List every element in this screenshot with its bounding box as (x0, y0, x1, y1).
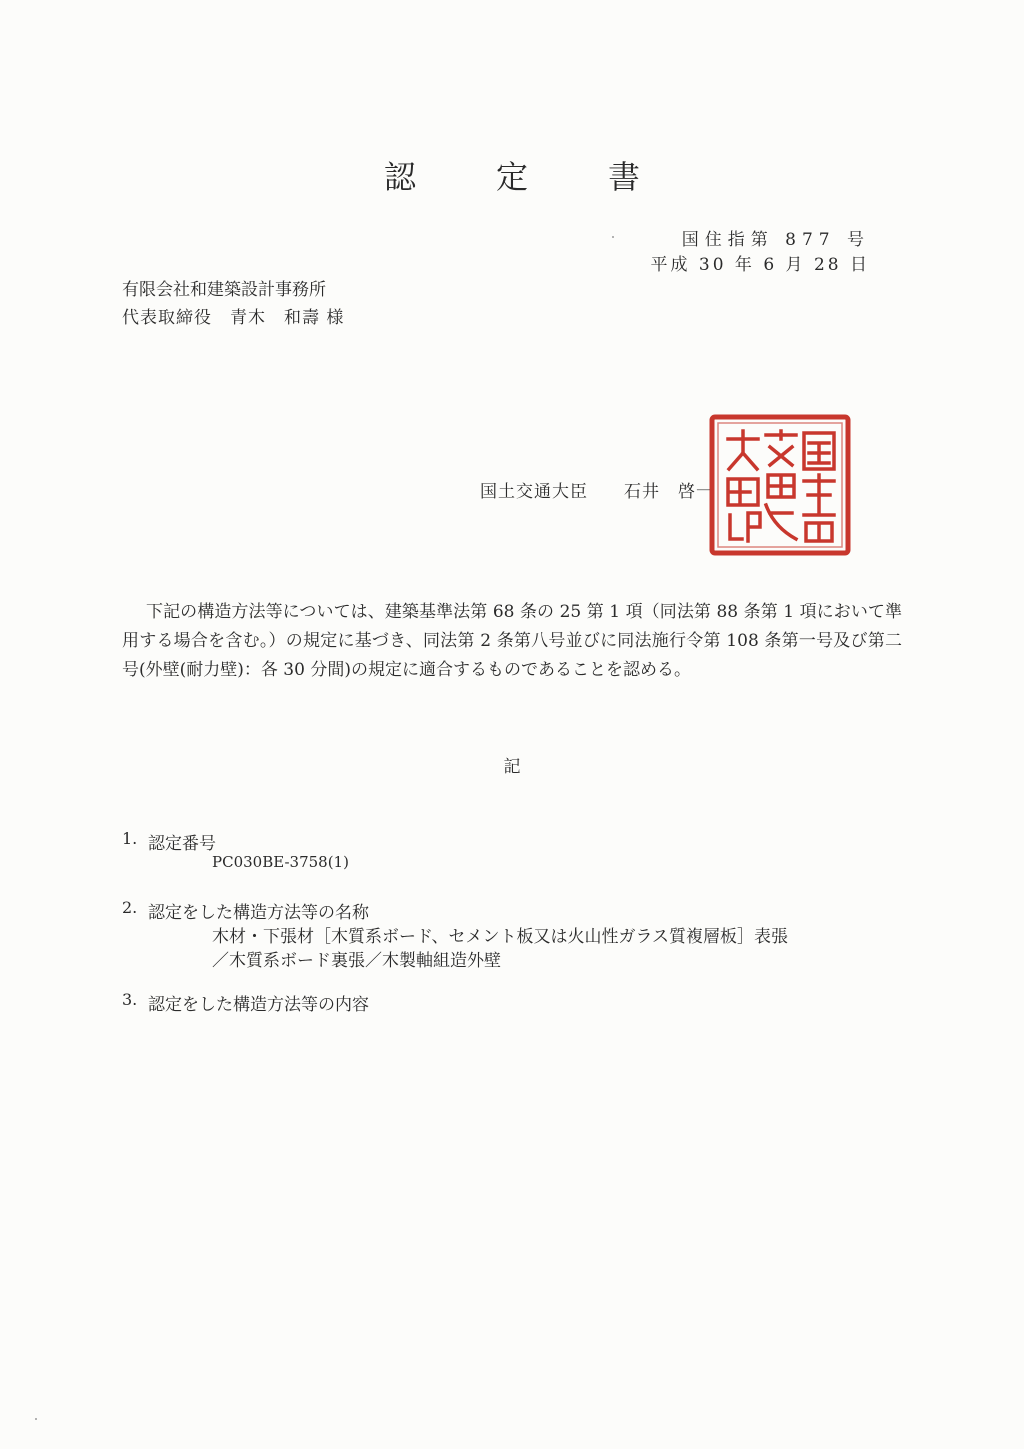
document-date: 平成 30 年 6 月 28 日 (650, 255, 870, 275)
structure-name-line-1: 木材・下張材［木質系ボード、セメント板又は火山性ガラス質複層板］表張 (212, 927, 788, 947)
item-1-number: 1. (122, 829, 138, 848)
certification-statement: 下記の構造方法等については、建築基準法第 68 条の 25 第 1 項（同法第 88 条第 1 項において準用する場合を含む。）の規定に基づき、同法第 2 条第八号並びに同法施行令第 108 条第一号及び第二号(外壁(耐力壁)：各 30 分間)の規定に適合するものであることを認める。 (122, 602, 902, 680)
scan-speck (612, 236, 614, 238)
approval-number: PC030BE-3758(1) (212, 853, 349, 871)
item-3-number: 3. (122, 990, 138, 1009)
recipient-person: 代表取締役 青木 和壽 様 (122, 308, 345, 328)
item-2-number: 2. (122, 898, 138, 917)
item-3-label: 認定をした構造方法等の内容 (148, 995, 369, 1015)
official-seal-icon (708, 413, 852, 557)
ki-heading: 記 (503, 757, 521, 777)
structure-name-line-2: ／木質系ボード裏張／木製軸組造外壁 (212, 951, 501, 971)
item-2-label: 認定をした構造方法等の名称 (148, 903, 369, 923)
document-title: 認 定 書 (383, 158, 664, 196)
document-number: 国住指第 877 号 (681, 230, 870, 250)
issuer-signature: 国土交通大臣 石井 啓一 (480, 482, 714, 502)
recipient-company: 有限会社和建築設計事務所 (122, 280, 326, 300)
scan-speck (35, 1418, 37, 1420)
item-1-label: 認定番号 (148, 834, 216, 854)
